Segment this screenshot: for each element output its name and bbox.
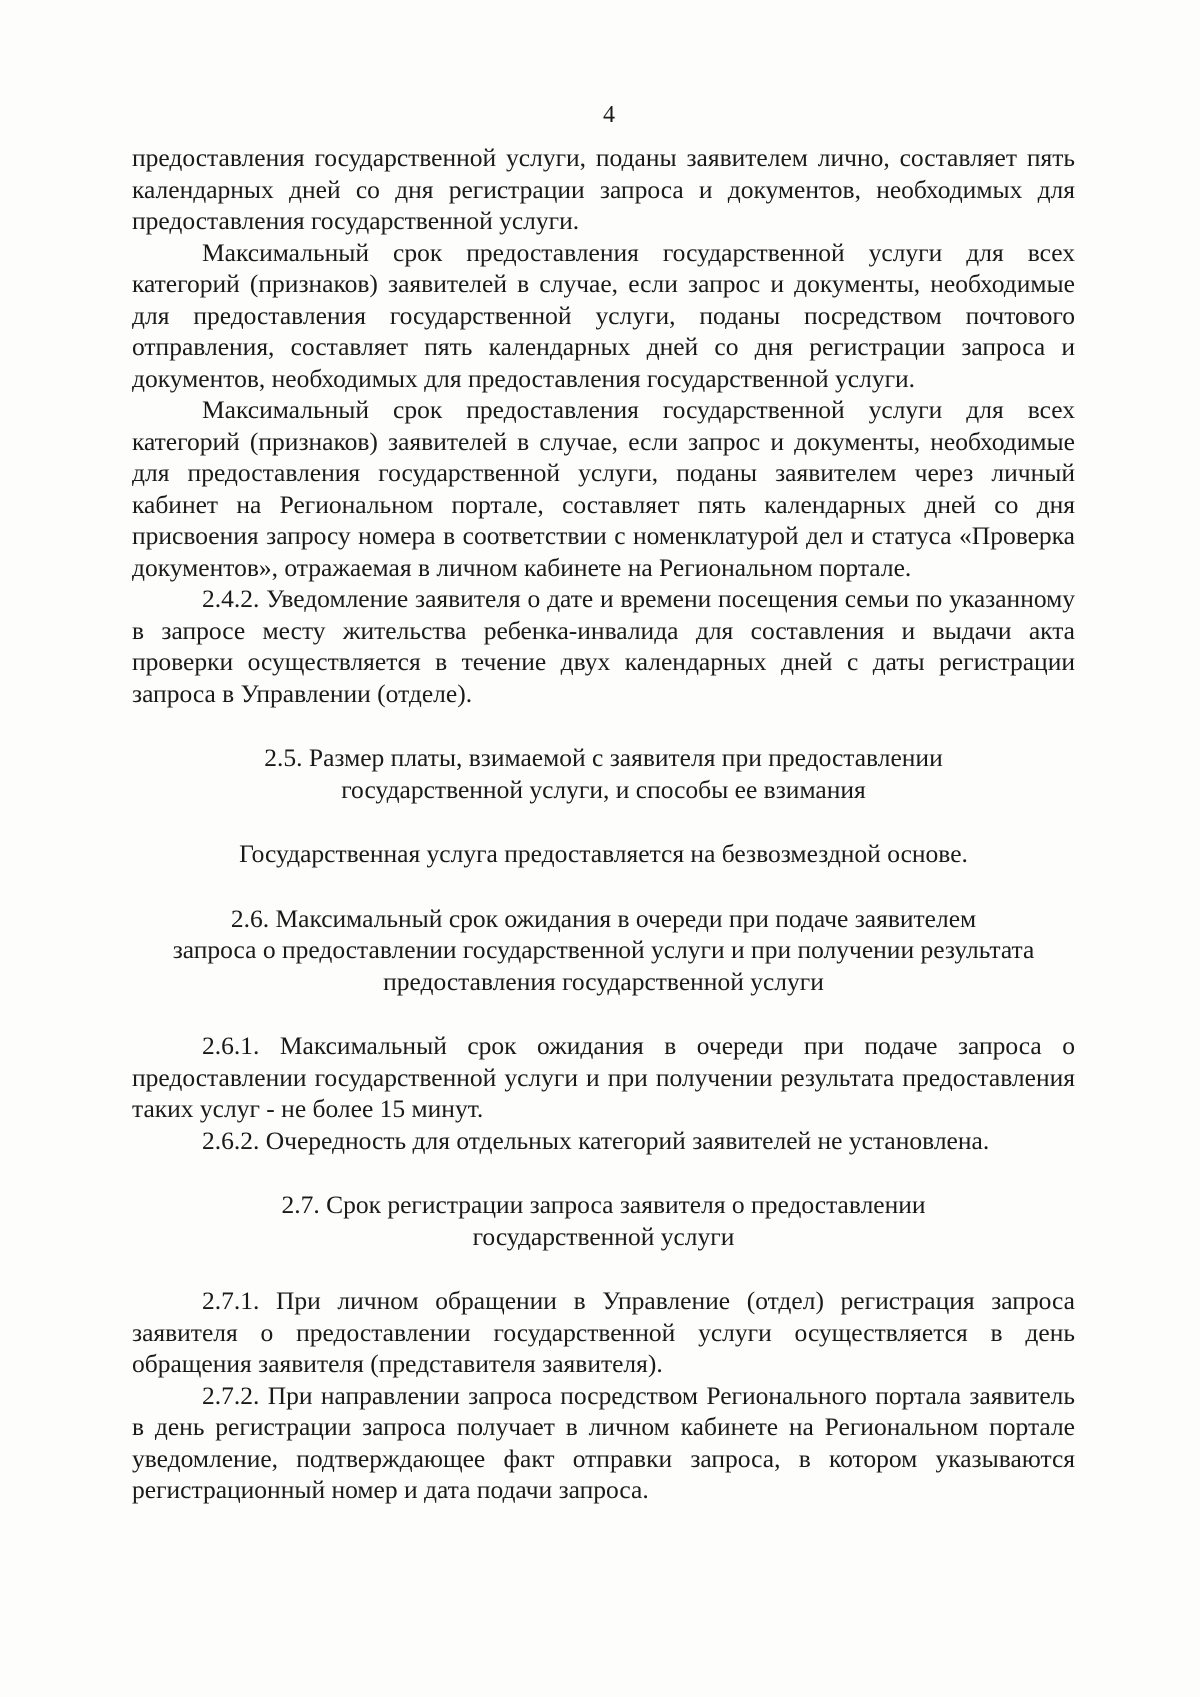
heading-line: 2.6. Максимальный срок ожидания в очереди при подаче заявителем <box>230 903 977 933</box>
paragraph-2-6-2: 2.6.2. Очередность для отдельных категорий заявителей не установлена. <box>202 1125 990 1155</box>
heading-line: предоставления государственной услуги <box>383 966 824 996</box>
document-body <box>132 142 1075 1506</box>
paragraph-2-7-1: 2.7.1. При личном обращении в Управление (отдел) регистрация запроса заявителя о предоставлении государственной услуги осуществляется в день обращения заявителя (представителя заявителя). <box>132 1286 1075 1378</box>
paragraph-2-7-2: 2.7.2. При направлении запроса посредством Регионального портала заявитель в день регистрации запроса получает в личном кабинете на Региональном портале уведомление, подтверждающее факт отправки запроса, в котором указываются регистрационный номер и дата подачи запроса. <box>132 1380 1075 1504</box>
heading-line: государственной услуги <box>472 1221 735 1251</box>
page-number: 4 <box>603 102 615 128</box>
paragraph-continuation: предоставления государственной услуги, поданы заявителем лично, составляет пять календарных дней со дня регистрации запроса и документов, необходимых для предоставления государственной услуги. <box>132 143 1075 235</box>
paragraph-2-4-2: 2.4.2. Уведомление заявителя о дате и времени посещения семьи по указанному в запросе месту жительства ребенка-инвалида для составления и выдачи акта проверки осуществляется в течение двух календарных дней с даты регистрации запроса в Управлении (отделе). <box>132 584 1075 708</box>
section-heading-2-5 <box>132 742 1075 805</box>
paragraph-postal-term: Максимальный срок предоставления государственной услуги для всех категорий (признаков) заявителей в случае, если запрос и документы, необходимые для предоставления государственной услуги, поданы посредством почтового отправления, составляет пять календарных дней со дня регистрации запроса и документов, необходимых для предоставления государственной услуги. <box>132 237 1075 393</box>
paragraph-free-of-charge: Государственная услуга предоставляется на безвозмездной основе. <box>239 839 968 868</box>
heading-line: государственной услуги, и способы ее взимания <box>341 774 866 804</box>
section-heading-2-7 <box>132 1189 1075 1252</box>
heading-line: запроса о предоставлении государственной услуги и при получении результата <box>172 935 1035 964</box>
heading-line: 2.5. Размер платы, взимаемой с заявителя при предоставлении <box>264 743 943 772</box>
paragraph-2-6-1: 2.6.1. Максимальный срок ожидания в очереди при подаче запроса о предоставлении государственной услуги и при получении результата предоставления таких услуг - не более 15 минут. <box>132 1031 1075 1123</box>
section-heading-2-6 <box>132 903 1075 998</box>
heading-line: 2.7. Срок регистрации запроса заявителя о предоставлении <box>281 1190 926 1219</box>
paragraph-portal-term: Максимальный срок предоставления государственной услуги для всех категорий (признаков) заявителей в случае, если запрос и документы, необходимые для предоставления государственной услуги, поданы заявителем через личный кабинет на Региональном портале, составляет пять календарных дней со дня присвоения запросу номера в соответствии с номенклатурой дел и статуса «Проверка документов», отражаемая в личном кабинете на Региональном портале. <box>132 395 1075 582</box>
